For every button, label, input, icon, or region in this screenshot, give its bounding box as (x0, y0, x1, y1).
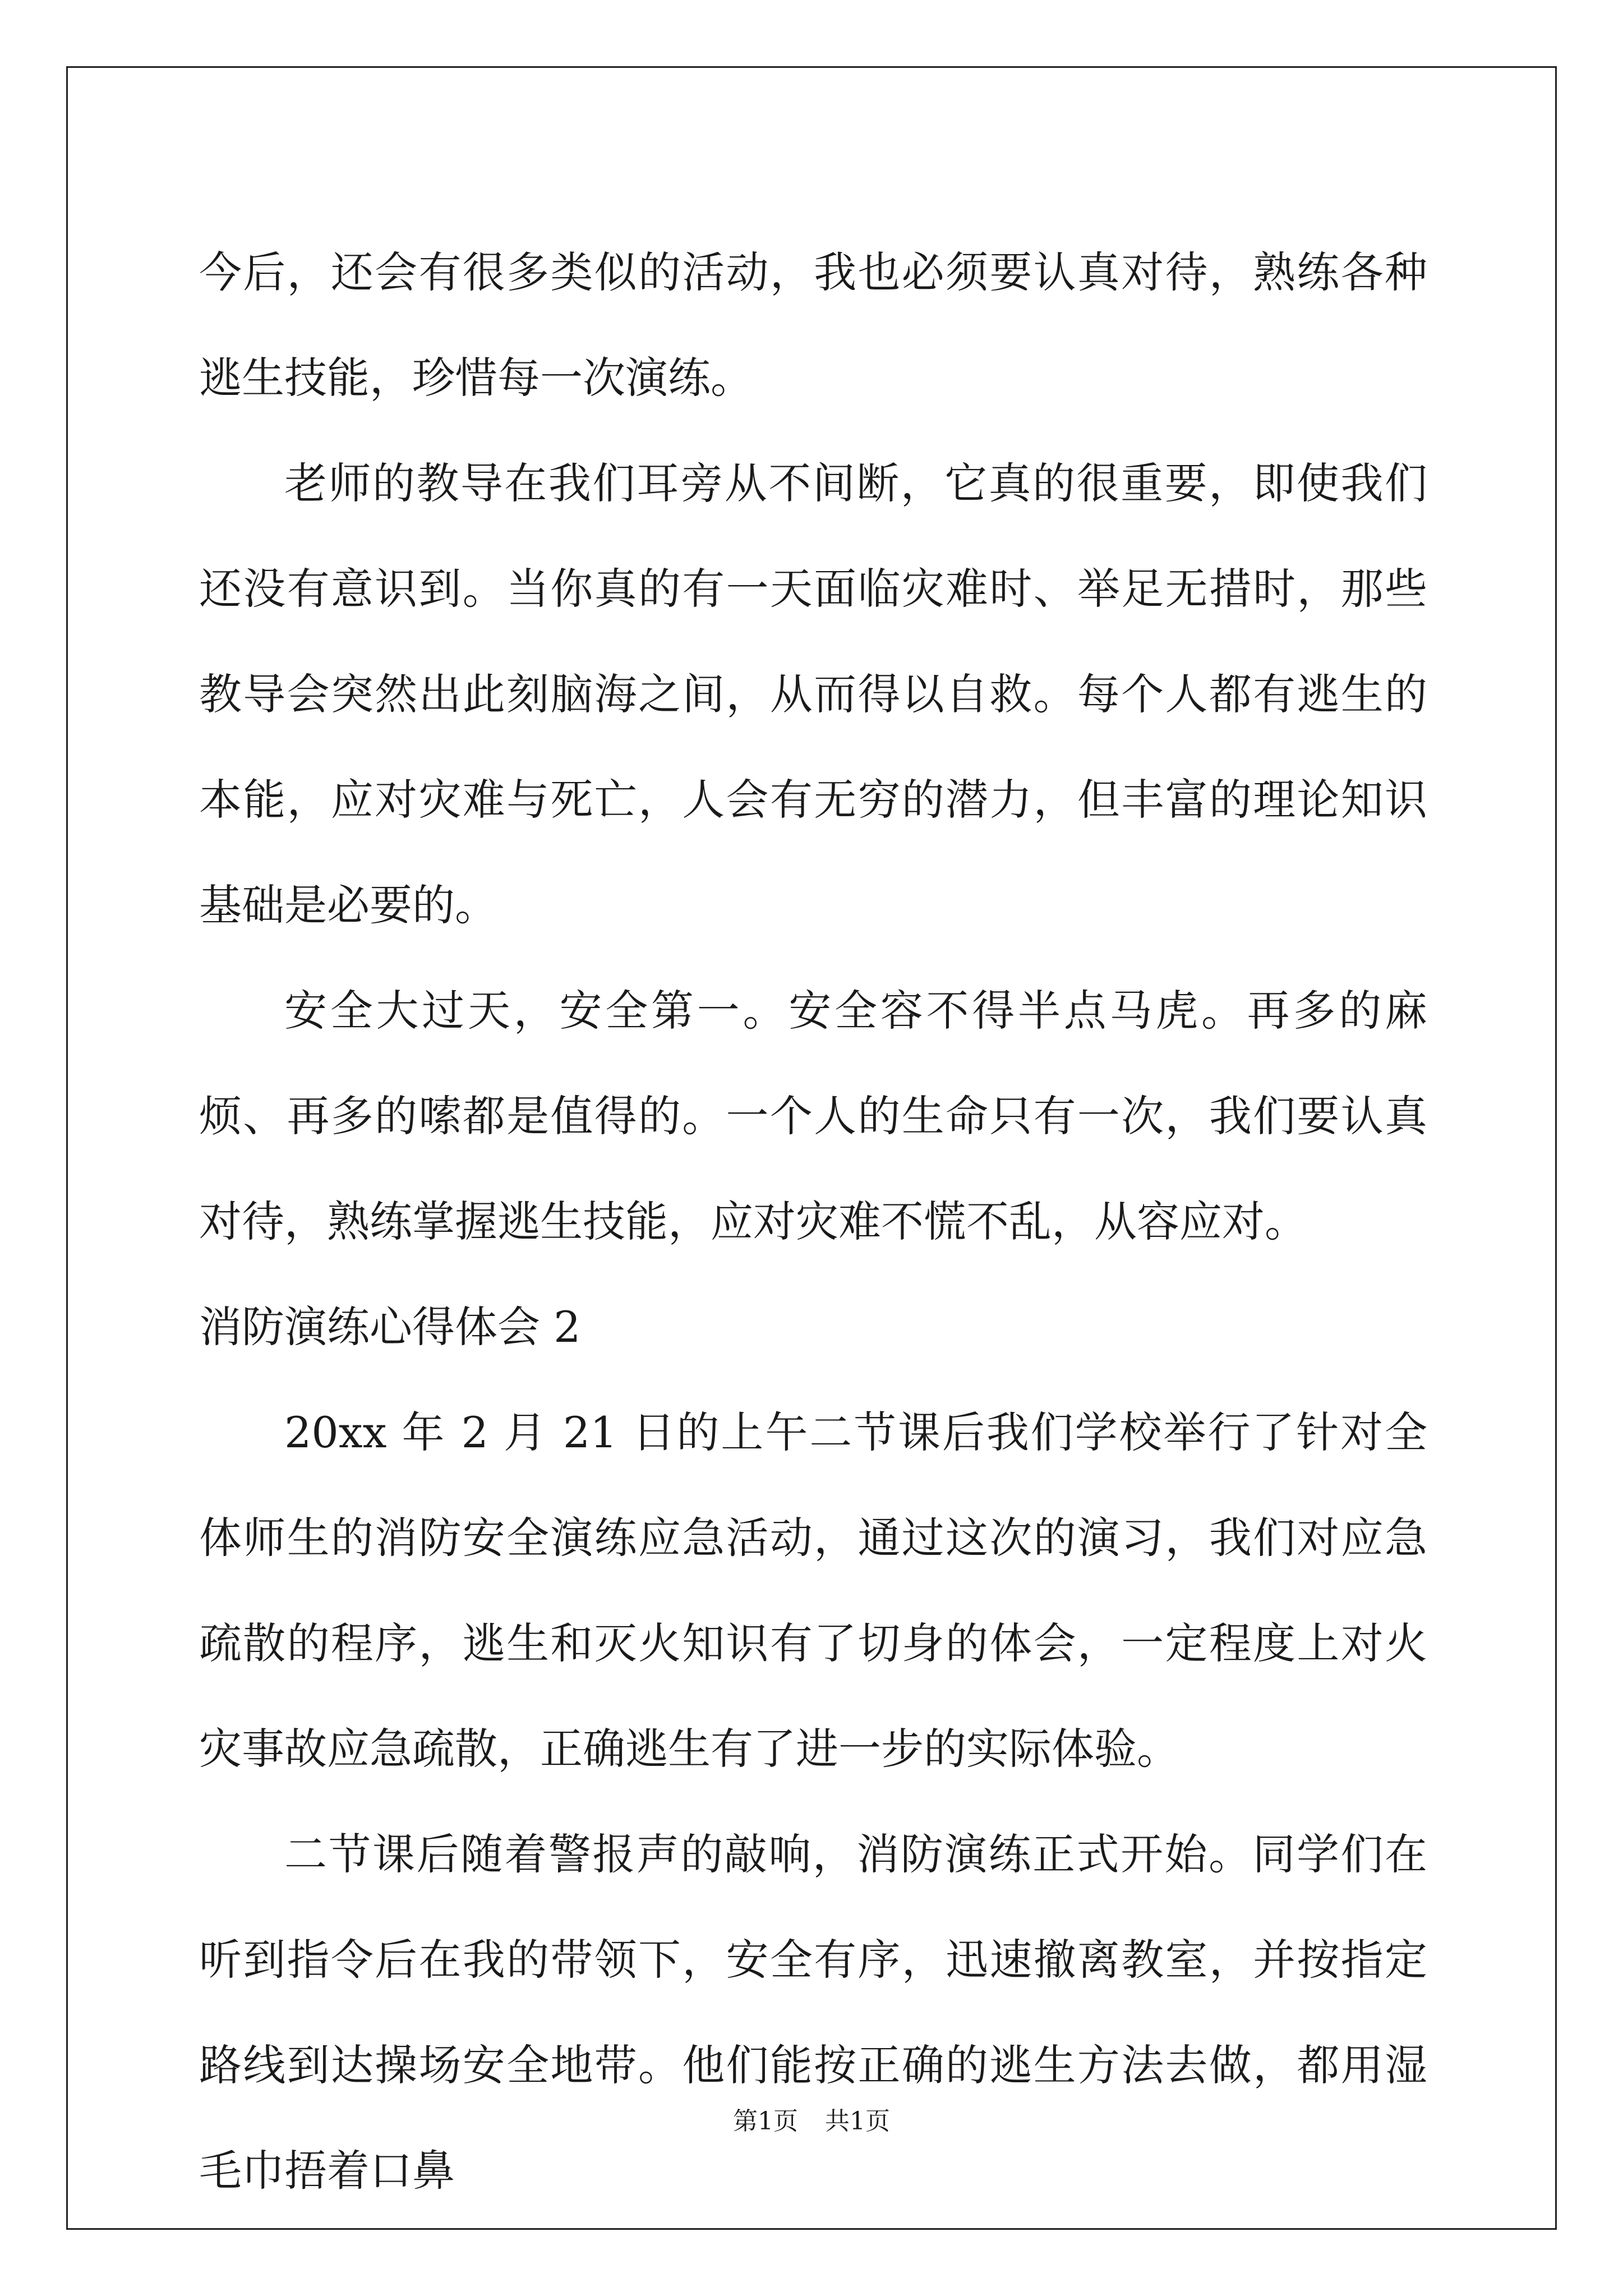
section-heading: 消防演练心得体会 2 (199, 1302, 581, 1352)
paragraph-5: 二节课后随着警报声的敲响，消防演练正式开始。同学们在听到指令后在我的带领下，安全有序，迅速撤离教室，并按指定路线到达操场安全地带。他们能按正确的逃生方法去做，都用湿毛巾捂着口鼻 (199, 1829, 1427, 2196)
paragraph-3: 安全大过天，安全第一。安全容不得半点马虎。再多的麻烦、再多的嗦都是值得的。一个人的生命只有一次，我们要认真对待，熟练掌握逃生技能，应对灾难不慌不乱，从容应对。 (199, 986, 1427, 1246)
page-number: 第1页 (733, 2107, 798, 2136)
document-body (199, 220, 1427, 2224)
page-footer (0, 2105, 1623, 2138)
paragraph-1: 今后，还会有很多类似的活动，我也必须要认真对待，熟练各种逃生技能，珍惜每一次演练。 (199, 247, 1427, 403)
page-total: 共1页 (825, 2107, 890, 2136)
paragraph-4: 20xx 年 2 月 21 日的上午二节课后我们学校举行了针对全体师生的消防安全演练应急活动，通过这次的演习，我们对应急疏散的程序，逃生和灭火知识有了切身的体会，一定程度上对火灾事故应急疏散，正确逃生有了进一步的实际体验。 (199, 1407, 1427, 1774)
paragraph-2: 老师的教导在我们耳旁从不间断，它真的很重要，即使我们还没有意识到。当你真的有一天面临灾难时、举足无措时，那些教导会突然出此刻脑海之间，从而得以自救。每个人都有逃生的本能，应对灾难与死亡，人会有无穷的潜力，但丰富的理论知识基础是必要的。 (199, 458, 1427, 930)
